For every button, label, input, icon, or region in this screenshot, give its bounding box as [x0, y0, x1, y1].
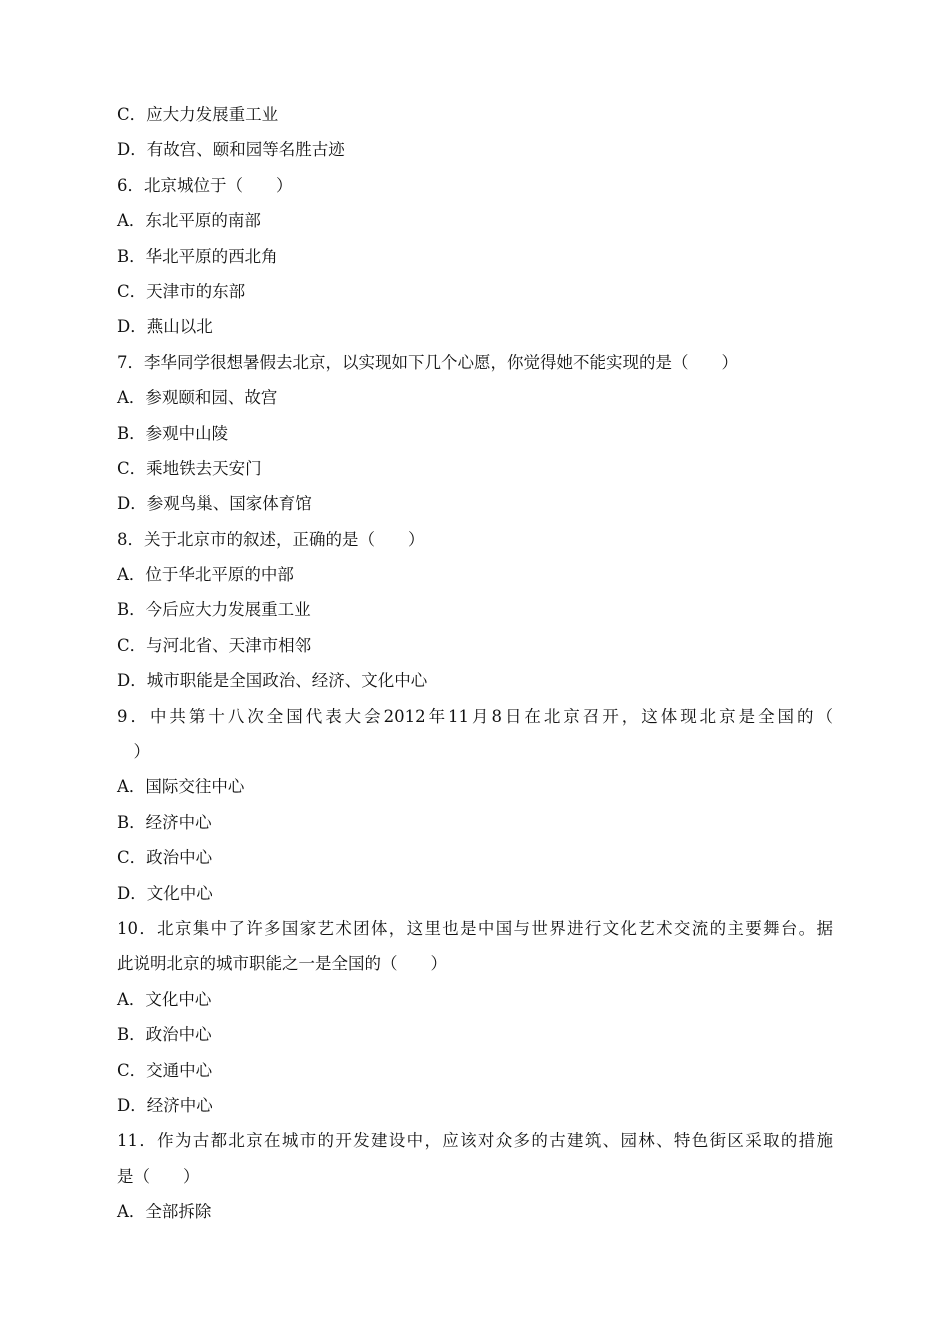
option-line: B．今后应大力发展重工业	[117, 600, 311, 620]
question-11: 11．作为古都北京在城市的开发建设中，应该对众多的古建筑、园林、特色街区采取的措施	[117, 1131, 833, 1151]
option-line: D．城市职能是全国政治、经济、文化中心	[117, 671, 428, 691]
question-9: 9．中共第十八次全国代表大会2012年11月8日在北京召开，这体现北京是全国的（	[117, 706, 833, 726]
option-line: A．文化中心	[117, 989, 212, 1009]
option-line: C．与河北省、天津市相邻	[117, 635, 312, 655]
option-line: C．应大力发展重工业	[117, 105, 279, 124]
option-line: B．华北平原的西北角	[117, 246, 278, 266]
option-line: A．东北平原的南部	[117, 211, 261, 231]
option-line: D．经济中心	[117, 1095, 213, 1115]
option-line: C．政治中心	[117, 848, 213, 868]
option-line: D．参观鸟巢、国家体育馆	[117, 494, 312, 514]
option-line: B．政治中心	[117, 1025, 212, 1045]
option-line: C．天津市的东部	[117, 281, 246, 301]
question-7: 7．李华同学很想暑假去北京，以实现如下几个心愿，你觉得她不能实现的是（ ）	[117, 352, 738, 372]
option-line: D．文化中心	[117, 883, 213, 903]
question-6: 6．北京城位于（ ）	[117, 175, 293, 195]
option-line: A．参观颐和园、故宫	[117, 388, 278, 408]
option-line: B．参观中山陵	[117, 423, 229, 443]
option-line: A．全部拆除	[117, 1202, 212, 1222]
question-8: 8．关于北京市的叙述，正确的是（ ）	[117, 529, 425, 549]
question-10: 10．北京集中了许多国家艺术团体，这里也是中国与世界进行文化艺术交流的主要舞台。据	[117, 918, 833, 938]
option-line: C．交通中心	[117, 1060, 213, 1080]
question-11-continued: 是（ ）	[117, 1166, 200, 1186]
option-line: A．国际交往中心	[117, 777, 245, 797]
option-line: B．经济中心	[117, 812, 212, 832]
option-line: A．位于华北平原的中部	[117, 565, 294, 585]
question-9-continued: ）	[117, 742, 150, 762]
option-line: D．燕山以北	[117, 317, 213, 337]
question-10-continued: 此说明北京的城市职能之一是全国的（ ）	[117, 954, 447, 974]
option-line: C．乘地铁去天安门	[117, 458, 262, 478]
option-line: D．有故宫、颐和园等名胜古迹	[117, 140, 345, 160]
exam-content	[117, 97, 833, 1230]
